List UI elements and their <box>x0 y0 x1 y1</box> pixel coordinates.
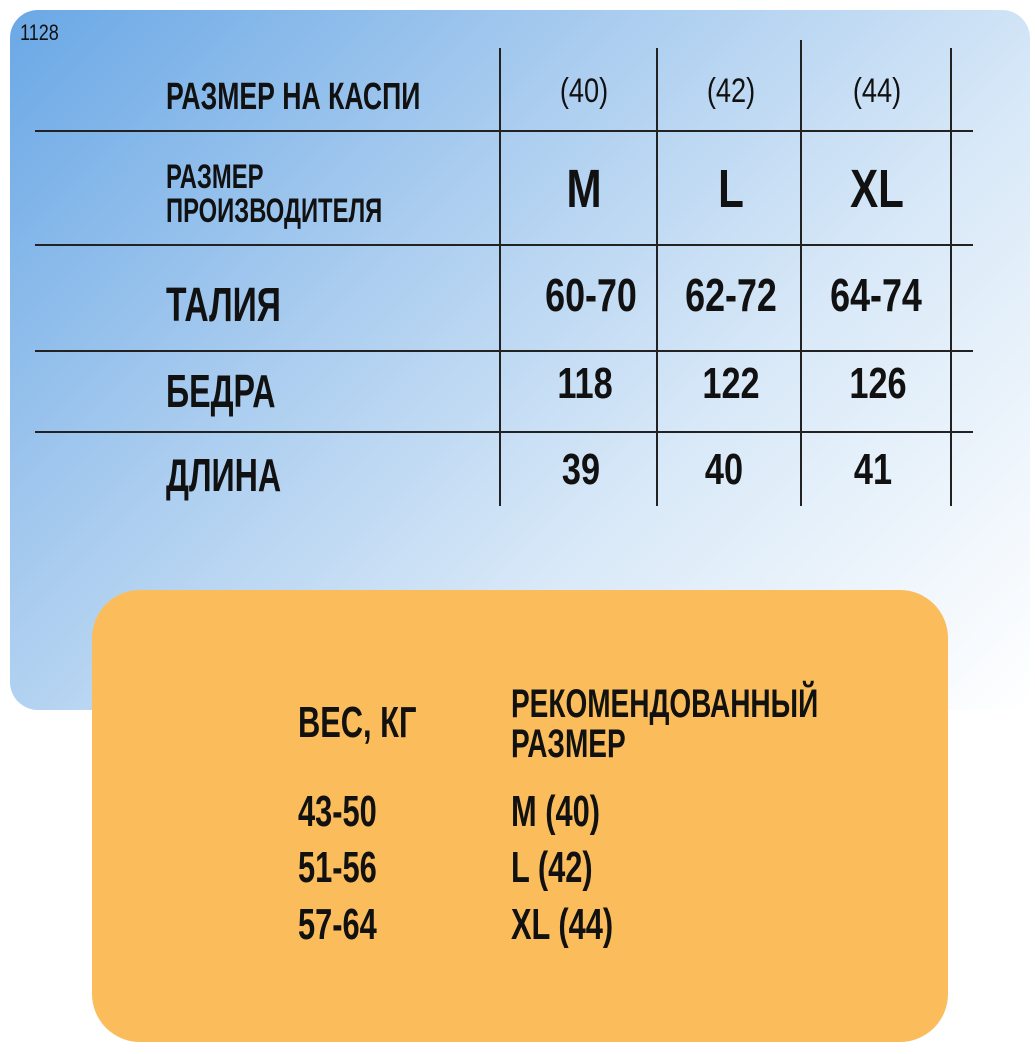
cell-hips-m: 118 <box>557 359 613 408</box>
weight-column-header: ВЕС, КГ <box>298 698 417 747</box>
table-divider <box>35 244 973 246</box>
weight-range-1: 43-50 <box>298 787 377 836</box>
cell-size-xl: XL <box>850 159 904 219</box>
size-column-header-line1: РЕКОМЕНДОВАННЫЙ <box>511 682 819 726</box>
cell-length-l: 40 <box>704 445 744 494</box>
table-column-divider <box>656 48 658 506</box>
cell-hips-l: 122 <box>702 359 760 408</box>
row-label-hips: БЕДРА <box>166 365 276 417</box>
table-divider <box>35 431 973 433</box>
weight-range-3: 57-64 <box>298 900 377 949</box>
cell-kaspi-40: (40) <box>559 72 609 110</box>
table-divider <box>35 130 973 132</box>
table-column-divider <box>499 48 501 506</box>
cell-waist-m: 60-70 <box>545 269 637 321</box>
recommended-size-2: L (42) <box>511 843 593 892</box>
row-label-length: ДЛИНА <box>166 449 282 501</box>
recommended-size-1: M (40) <box>511 787 600 836</box>
cell-waist-xl: 64-74 <box>830 269 922 321</box>
recommended-size-3: XL (44) <box>511 900 614 949</box>
row-label-manufacturer-size-line1: РАЗМЕР <box>166 158 264 196</box>
cell-length-xl: 41 <box>853 445 893 494</box>
table-divider <box>35 350 973 352</box>
row-label-manufacturer-size-line2: ПРОИЗВОДИТЕЛЯ <box>166 192 383 230</box>
cell-length-m: 39 <box>561 445 601 494</box>
size-column-header-line2: РАЗМЕР <box>511 722 626 766</box>
cell-size-l: L <box>718 159 744 219</box>
table-column-divider <box>800 40 802 506</box>
cell-waist-l: 62-72 <box>685 269 777 321</box>
cell-hips-xl: 126 <box>849 359 907 408</box>
table-column-divider <box>950 48 952 506</box>
product-code: 1128 <box>20 20 59 45</box>
cell-size-m: M <box>566 159 602 219</box>
cell-kaspi-44: (44) <box>852 72 902 110</box>
cell-kaspi-42: (42) <box>706 72 756 110</box>
weight-range-2: 51-56 <box>298 843 377 892</box>
row-label-kaspi-size: РАЗМЕР НА КАСПИ <box>166 76 421 118</box>
row-label-waist: ТАЛИЯ <box>166 279 281 332</box>
